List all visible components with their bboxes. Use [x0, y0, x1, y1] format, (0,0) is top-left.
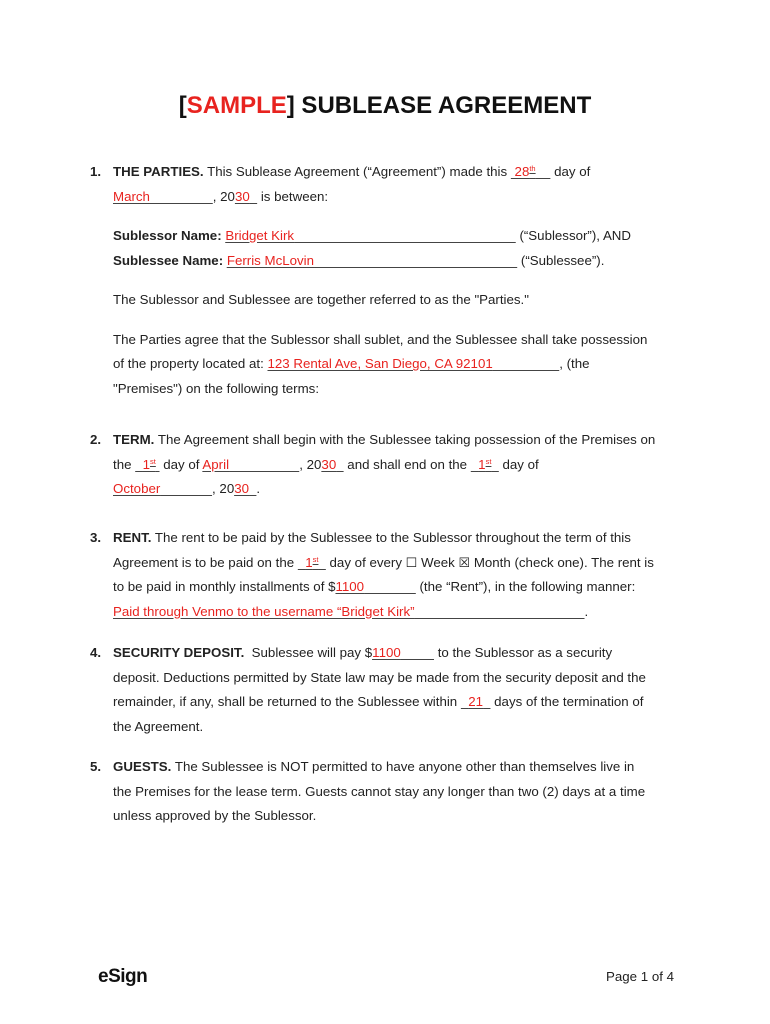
agree-line-1: The Parties agree that the Sublessor shall sublet, and the Sublessee shall take possession [113, 331, 648, 347]
section-heading: SECURITY DEPOSIT. [113, 645, 245, 660]
page-number: Page 1 of 4 [606, 969, 675, 984]
term-line-3: October , 2030 . [113, 481, 261, 496]
week-checkbox[interactable]: ☐ [405, 554, 418, 570]
sublessee-label: Sublessee Name: [113, 252, 224, 268]
deposit-line-2: deposit. Deductions permitted by State law may be made from the security deposit and the [113, 669, 646, 685]
deposit-line-3: remainder, if any, shall be returned to the Sublessee within 21 days of the termination of [113, 694, 644, 709]
rent-line-3: to be paid in monthly installments of $1100 (the “Rent”), in the following manner: [113, 579, 636, 594]
payment-manner-field[interactable]: Paid through Venmo to the username “Bridget Kirk” [113, 603, 415, 619]
sublessee-line: Sublessee Name: Ferris McLovin (“Sublessee”). [113, 252, 605, 268]
agreement-month-field[interactable]: March [113, 188, 150, 204]
sublessor-name-field[interactable]: Bridget Kirk [225, 228, 295, 243]
agree-line-2: of the property located at: 123 Rental Ave, San Diego, CA 92101 , (the [113, 356, 590, 371]
title-sample: SAMPLE [186, 92, 287, 119]
start-month-field[interactable]: April [202, 456, 230, 472]
title-bracket-open: [ [178, 92, 187, 119]
esign-logo: eSign [98, 966, 148, 987]
parties-line-1: THE PARTIES. This Sublease Agreement (“Agreement”) made this 28th day of [113, 164, 591, 179]
section-number: 4. [90, 645, 102, 660]
rent-line-1: RENT. The rent to be paid by the Sublessee to the Sublessor throughout the term of this [113, 530, 631, 545]
property-address-field[interactable]: 123 Rental Ave, San Diego, CA 92101 [267, 356, 493, 371]
sublessor-label: Sublessor Name: [113, 228, 222, 243]
term-line-2: the 1st day of April , 2030 and shall end on the 1st day of [113, 456, 539, 472]
term-line-1: TERM. The Agreement shall begin with the Sublessee taking possession of the Premises on [113, 432, 656, 447]
section-number: 5. [90, 759, 102, 774]
section-heading: THE PARTIES. [113, 164, 204, 179]
start-year-field[interactable]: 30 [321, 456, 337, 472]
return-days-field[interactable]: 21 [468, 694, 484, 709]
section-heading: GUESTS. [113, 759, 172, 774]
guests-line-1: GUESTS. The Sublessee is NOT permitted to have anyone other than themselves live in [113, 759, 635, 774]
rent-amount-field[interactable]: 1100 [335, 579, 365, 594]
sublessee-name-field[interactable]: Ferris McLovin [226, 252, 315, 268]
rent-line-2: Agreement is to be paid on the 1st day of every ☐ Week ☒ Month (check one). The rent is [113, 554, 654, 570]
end-year-field[interactable]: 30 [234, 481, 250, 496]
sublessor-line: Sublessor Name: Bridget Kirk (“Sublessor”), AND [113, 228, 632, 243]
guests-line-3: unless approved by the Sublessor. [113, 808, 317, 823]
agreement-year-field[interactable]: 30 [234, 188, 250, 204]
document-title [0, 92, 770, 120]
title-bracket-close: ] [286, 92, 295, 119]
deposit-line-4: the Agreement. [113, 718, 204, 734]
section-number: 3. [90, 530, 102, 545]
deposit-line-1: SECURITY DEPOSIT. Sublessee will pay $1100 to the Sublessor as a security [113, 645, 613, 660]
parties-definition: The Sublessor and Sublessee are together referred to as the "Parties." [113, 292, 529, 307]
parties-line-2: March , 2030 is between: [113, 188, 329, 204]
title-rest: SUBLEASE AGREEMENT [294, 92, 592, 119]
section-number: 1. [90, 164, 102, 179]
agree-line-3: "Premises") on the following terms: [113, 380, 320, 396]
month-checkbox[interactable]: ☒ [458, 554, 471, 570]
deposit-amount-field[interactable]: 1100 [372, 645, 401, 660]
section-number: 2. [90, 432, 102, 447]
guests-line-2: the Premises for the lease term. Guests cannot stay any longer than two (2) days at a time [113, 783, 646, 799]
end-month-field[interactable]: October [113, 481, 161, 496]
start-day-field[interactable]: 1 [142, 456, 150, 472]
section-heading: TERM. [113, 432, 155, 447]
agreement-day-field[interactable]: 28 [514, 164, 530, 179]
rent-day-field[interactable]: 1 [305, 554, 313, 570]
end-day-field[interactable]: 1 [478, 456, 486, 472]
rent-line-4: Paid through Venmo to the username “Bridget Kirk” . [113, 603, 589, 619]
section-heading: RENT. [113, 530, 152, 545]
